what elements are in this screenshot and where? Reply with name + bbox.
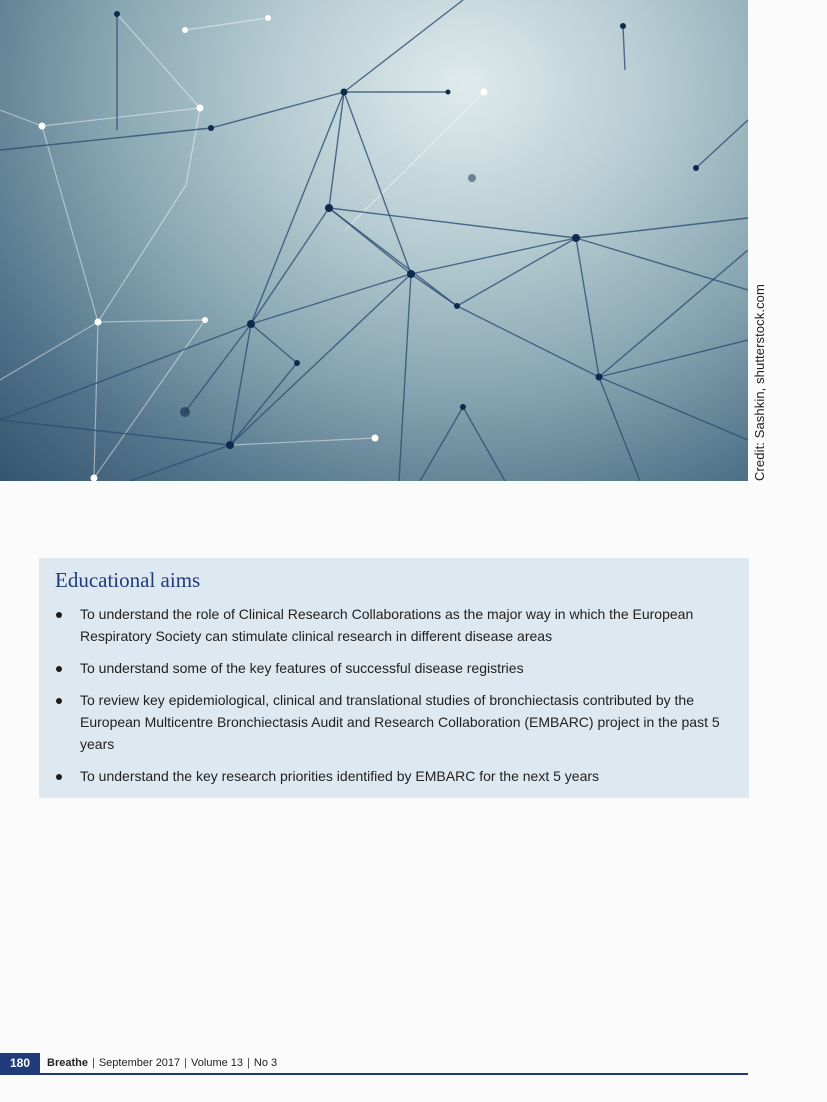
educational-aims-title: Educational aims <box>55 568 201 592</box>
image-credit-text: Credit: Sashkin, shutterstock.com <box>752 284 767 481</box>
volume: Volume 13 <box>191 1057 244 1069</box>
issue-date: September 2017 <box>98 1057 181 1069</box>
list-item <box>55 657 731 679</box>
list-item <box>55 603 731 647</box>
list-item-text: To understand the role of Clinical Research Collaborations as the major way in which the European Respiratory Society can stimulate clinical research in different disease areas <box>80 606 694 644</box>
journal-name: Breathe <box>47 1057 88 1069</box>
list-item <box>55 765 731 787</box>
network-graph-illustration <box>0 0 748 481</box>
list-item-text: To understand the key research priorities identified by EMBARC for the next 5 years <box>80 768 600 784</box>
page-footer <box>0 1053 748 1075</box>
list-item <box>55 689 731 755</box>
separator: | <box>247 1057 250 1069</box>
journal-info <box>47 1053 277 1073</box>
issue-number: No 3 <box>253 1057 278 1069</box>
separator: | <box>184 1057 188 1069</box>
educational-aims-list <box>55 603 731 787</box>
separator: | <box>91 1057 95 1069</box>
hero-image <box>0 0 748 481</box>
bullet-icon <box>56 612 62 618</box>
list-item-text: To review key epidemiological, clinical and translational studies of bronchiectasis contributed by the European Multicentre Bronchiectasis Audit and Research Collaboration (EMBARC) project in the past 5 years <box>80 692 720 752</box>
bullet-icon <box>56 666 62 672</box>
educational-aims-box <box>39 558 749 798</box>
bullet-icon <box>56 698 62 704</box>
list-item-text: To understand some of the key features of successful disease registries <box>80 660 524 676</box>
bullet-icon <box>56 774 62 780</box>
page-number: 180 <box>0 1053 40 1073</box>
